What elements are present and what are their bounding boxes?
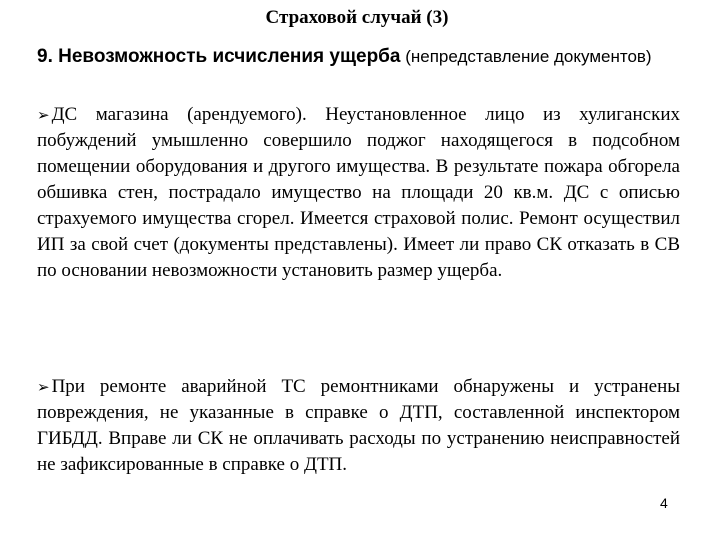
page-number: 4	[660, 495, 668, 511]
heading-bold-text: 9. Невозможность исчисления ущерба	[37, 46, 401, 67]
heading-note-text: (непредставление документов)	[405, 47, 652, 66]
bullet-paragraph-2	[37, 374, 680, 478]
section-heading	[37, 45, 682, 69]
bullet-paragraph-1	[37, 102, 680, 284]
slide-title: Страховой случай (3)	[265, 7, 449, 28]
bullet-text-2: При ремонте аварийной ТС ремонтниками обнаружены и устранены повреждения, не указанные в справке о ДТП, составленной инспектором ГИБДД. Вправе ли СК не оплачивать расходы по устранению неисправностей не зафиксированные в справке о ДТП.	[37, 376, 680, 475]
bullet-text-1: ДС магазина (арендуемого). Неустановленное лицо из хулиганских побуждений умышленно совершило поджог находящегося в подсобном помещении оборудования и другого имущества. В результате пожара обгорела обшивка стен, пострадало имущество на площади 20 кв.м. ДС с описью страхуемого имущества сгорел. Имеется страховой полис. Ремонт осуществил ИП за свой счет (документы представлены). Имеет ли право СК отказать в СВ по основании невозможности установить размер ущерба.	[37, 104, 680, 281]
arrow-right-icon: ➢	[37, 378, 50, 396]
arrow-right-icon: ➢	[37, 106, 50, 124]
